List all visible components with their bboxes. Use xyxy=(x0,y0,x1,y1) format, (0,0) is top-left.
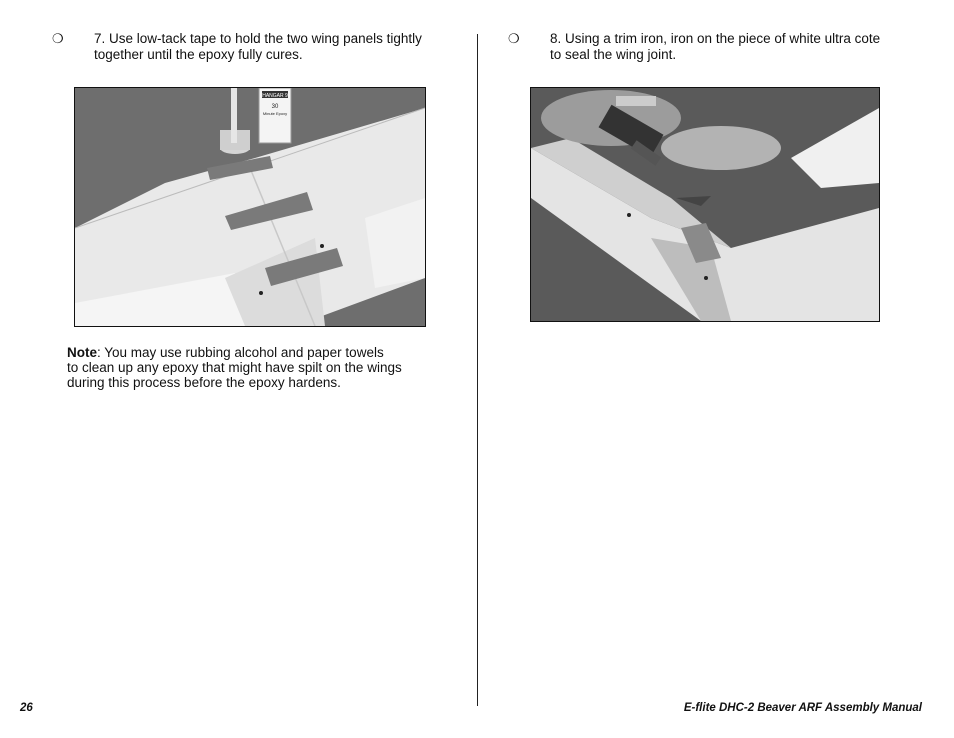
note-line-1 xyxy=(67,345,437,360)
step-7-text xyxy=(94,31,422,63)
page-number: 26 xyxy=(20,702,33,714)
checkbox-circle-icon[interactable]: ❍ xyxy=(508,31,520,46)
step-7-line-2: together until the epoxy fully cures. xyxy=(94,47,303,62)
step-7-line-1: 7. Use low-tack tape to hold the two wing panels tightly xyxy=(94,31,422,46)
note-line-1-text: : You may use rubbing alcohol and paper towels xyxy=(97,345,384,360)
step-8-line-1: 8. Using a trim iron, iron on the piece of white ultra cote xyxy=(550,31,881,46)
note-label: Note xyxy=(67,345,97,360)
trim-iron-photo xyxy=(530,87,880,322)
note-line-3: during this process before the epoxy hardens. xyxy=(67,375,341,390)
column-divider xyxy=(477,34,478,706)
bottle-brand-text: HANGAR 9 xyxy=(262,93,288,99)
step-8-line-2: to seal the wing joint. xyxy=(550,47,677,62)
note-paragraph xyxy=(67,345,437,390)
note-line-2: to clean up any epoxy that might have spilt on the wings xyxy=(67,360,402,375)
wing-tape-photo xyxy=(74,87,426,327)
bottle-label-number: 30 xyxy=(271,104,279,110)
manual-title: E-flite DHC-2 Beaver ARF Assembly Manual xyxy=(683,702,922,714)
checkbox-circle-icon[interactable]: ❍ xyxy=(52,31,64,46)
step-8-text xyxy=(550,31,880,63)
bottle-label-text: Minute Epoxy xyxy=(262,111,288,116)
